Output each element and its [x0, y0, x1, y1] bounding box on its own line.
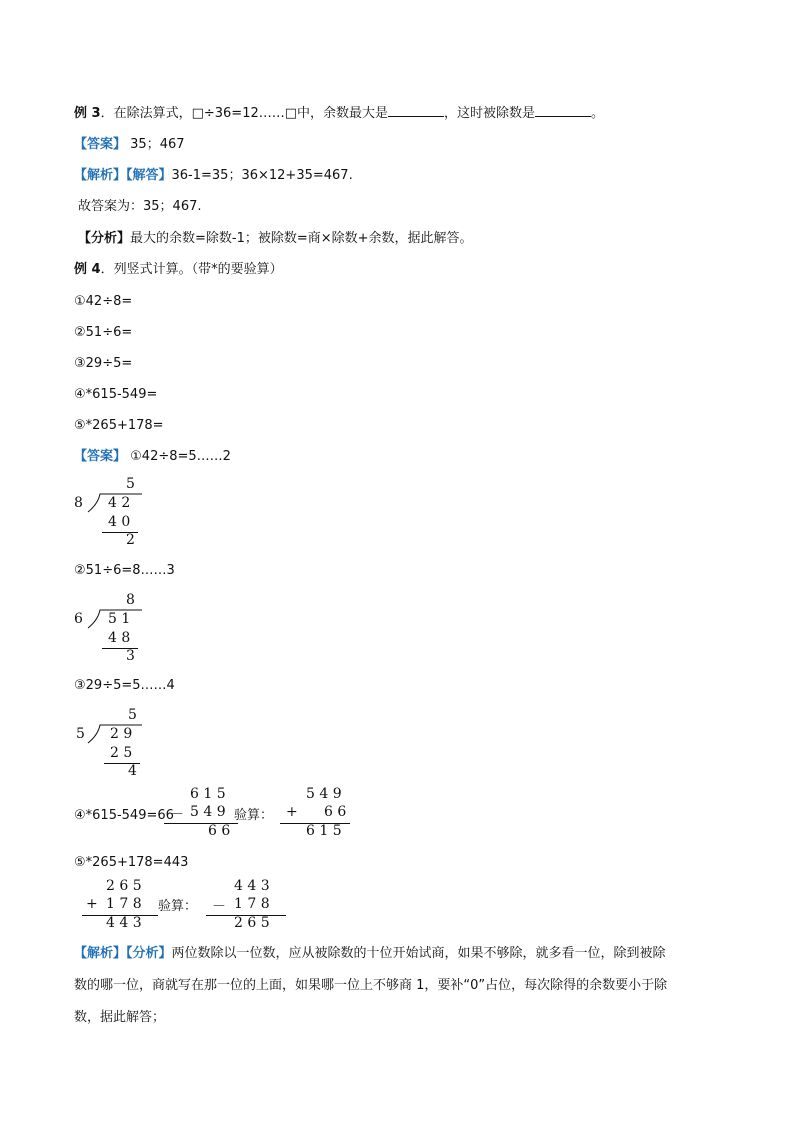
ex4-item-1: ①42÷8= — [74, 294, 133, 309]
ex3-question — [74, 104, 604, 123]
chk4-bottom: 6 6 — [324, 804, 347, 820]
add5-bottom: 1 7 8 — [106, 896, 142, 912]
ex4-title-line — [74, 261, 283, 279]
ex4-analysis-tag: 【解析】【分析】 — [74, 946, 172, 961]
ex3-fenxi-line — [78, 230, 473, 248]
ex4-answer-1: ①42÷8=5……2 — [130, 449, 231, 464]
chk4-op: + — [286, 804, 298, 820]
ex4-answer-3: ③29÷5=5……4 — [74, 678, 175, 693]
div2-remainder: 3 — [126, 648, 135, 664]
vertical-check-5 — [206, 878, 296, 934]
vertical-subtraction-4 — [164, 786, 244, 842]
ex4-label: 例 4 — [74, 262, 101, 277]
ex3-label: 例 3 — [74, 106, 101, 121]
ex3-analysis-line — [74, 167, 353, 185]
div2-quotient: 8 — [126, 592, 135, 608]
add5-result: 4 4 3 — [106, 915, 142, 931]
long-division-1 — [74, 476, 154, 548]
ex3-fenxi-tag: 【分析】 — [78, 231, 131, 246]
sub4-top: 6 1 5 — [190, 786, 226, 802]
ex3-text-a: ．在除法算式，□÷36=12……□中，余数最大是 — [100, 106, 389, 121]
div1-remainder: 2 — [126, 532, 135, 548]
div3-product: 2 5 — [110, 745, 133, 761]
analysis-line-3: 数，据此解答； — [74, 1010, 166, 1025]
div3-quotient: 5 — [128, 707, 137, 723]
add5-top: 2 6 5 — [106, 878, 142, 894]
ex4-analysis — [74, 940, 724, 1032]
vertical-check-4 — [280, 786, 360, 842]
div1-product: 4 0 — [108, 514, 131, 530]
div3-dividend: 2 9 — [110, 726, 133, 742]
div2-product: 4 8 — [108, 630, 131, 646]
chk5-result: 2 6 5 — [234, 915, 270, 931]
ex3-answer-line — [74, 136, 185, 154]
analysis-line-2: 数的哪一位，商就写在那一位的上面，如果哪一位上不够商 1，要补“0”占位，每次除得的余数要小于除 — [74, 978, 668, 993]
check-label-4: 验算： — [234, 808, 274, 823]
div1-divisor: 8 — [74, 495, 83, 511]
div2-divisor: 6 — [74, 611, 83, 627]
analysis-text-1: 两位数除以一位数，应从被除数的十位开始试商，如果不够除，就多看一位，除到被除 — [171, 946, 666, 961]
long-division-3 — [74, 707, 154, 779]
div3-remainder: 4 — [128, 763, 137, 779]
ex3-conclusion: 故答案为：35；467. — [78, 199, 202, 214]
ex3-blank-2[interactable] — [535, 104, 591, 117]
div1-dividend: 4 2 — [108, 495, 131, 511]
sub4-op: － — [170, 807, 184, 823]
long-division-2 — [74, 592, 154, 664]
ex3-analysis-tag: 【解析】【解答】 — [74, 168, 172, 183]
ex3-text-c: 。 — [591, 106, 605, 121]
sub4-result: 6 6 — [208, 823, 231, 839]
ex4-title: ．列竖式计算。（带*的要验算） — [100, 262, 283, 277]
ex4-item-4: ④*615-549= — [74, 387, 158, 402]
chk4-top: 5 4 9 — [306, 786, 342, 802]
ex3-analysis: 36-1=35；36×12+35=467. — [171, 168, 353, 183]
ex3-fenxi: 最大的余数=除数-1；被除数=商×除数+余数，据此解答。 — [130, 231, 473, 246]
analysis-line-1 — [74, 940, 724, 968]
ex4-answer-4: ④*615-549=66 — [74, 808, 174, 823]
ex4-answer-5: ⑤*265+178=443 — [74, 855, 189, 870]
ex4-answer-tag: 【答案】 — [74, 449, 127, 464]
sub4-bottom: 5 4 9 — [190, 804, 226, 820]
div3-divisor: 5 — [76, 726, 85, 742]
chk5-top: 4 4 3 — [234, 878, 270, 894]
div2-dividend: 5 1 — [108, 611, 131, 627]
check-label-5: 验算： — [158, 899, 198, 914]
add5-op: + — [86, 896, 98, 912]
ex4-item-5: ⑤*265+178= — [74, 418, 164, 433]
ex4-answer-2: ②51÷6=8……3 — [74, 563, 175, 578]
ex3-blank-1[interactable] — [388, 104, 444, 117]
ex4-item-2: ②51÷6= — [74, 325, 133, 340]
chk5-bottom: 1 7 8 — [234, 896, 270, 912]
chk5-op: － — [212, 899, 226, 915]
ex4-item-3: ③29÷5= — [74, 356, 133, 371]
ex3-text-b: ，这时被除数是 — [444, 106, 536, 121]
chk4-result: 6 1 5 — [306, 823, 342, 839]
ex4-answer-line — [74, 448, 231, 466]
div1-quotient: 5 — [126, 476, 135, 492]
ex3-answer-tag: 【答案】 — [74, 137, 127, 152]
ex3-answer: 35；467 — [130, 137, 185, 152]
